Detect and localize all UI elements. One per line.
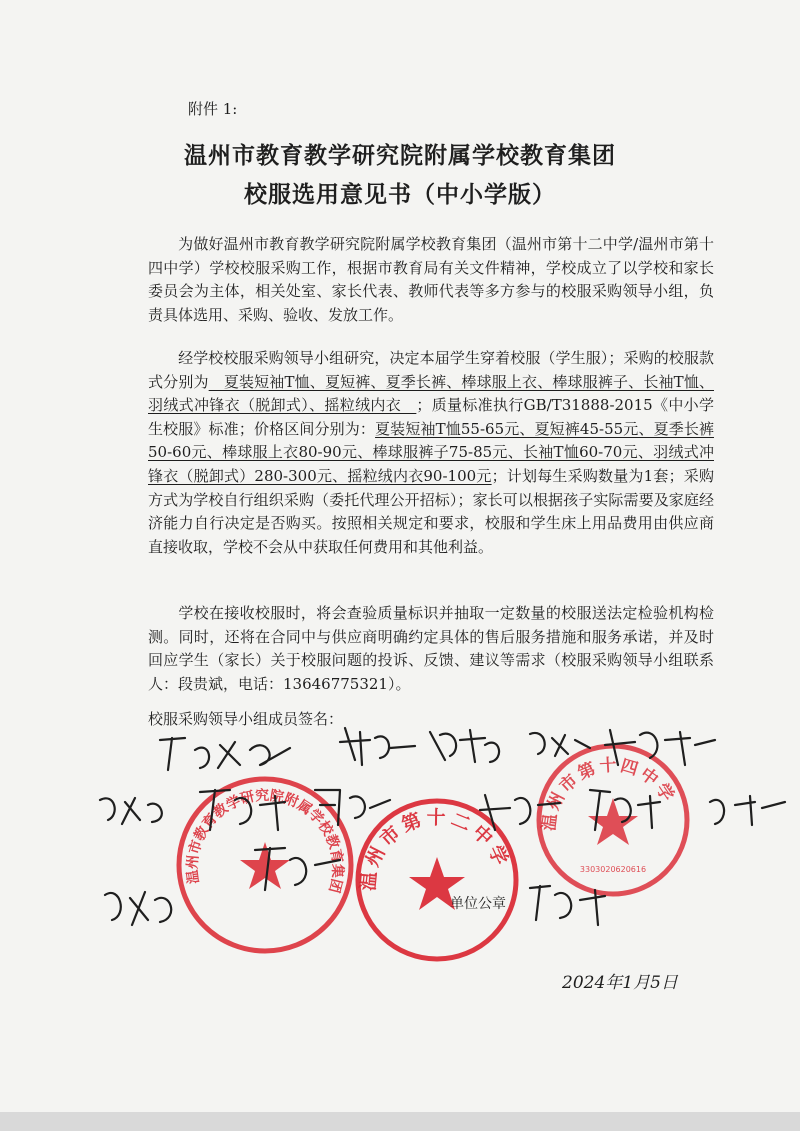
paragraph-3-text: 学校在接收校服时，将会查验质量标识并抽取一定数量的校服送法定检验机构检测。同时，还将在合同中与供应商明确约定具体的售后服务措施和服务承诺，并及时回应学生（家长）关于校服问题的投诉、反馈、建议等需求（校服采购领导小组联系人：段贵斌，电话：13646775321）。 [148, 604, 714, 693]
paragraph-2-intro: 经学校校服采购领导小组研究，决定本届学生穿着校服（学生服）；采购的校服款式分别为 [148, 349, 714, 391]
scan-shadow-bottom [0, 1112, 800, 1131]
document-title-line2: 校服选用意见书（中小学版） [244, 181, 556, 208]
paragraph-3 [148, 602, 714, 696]
uniform-styles: 夏装短袖T恤、夏短裤、夏季长裤、棒球服上衣、棒球服裤子、长袖T恤、羽绒式冲锋衣（脱卸式）、摇粒绒内衣 [148, 372, 714, 415]
annex-label: 附件 1: [188, 100, 238, 118]
svg-text:温州市教育教学研究院附属学校教育集团: 温州市教育教学研究院附属学校教育集团 [184, 787, 346, 895]
paragraph-2-standard: ；质量标准执行GB/T31888-2015《中小学生校服》标准；价格区间分别为： [148, 396, 714, 438]
paragraph-1 [148, 233, 714, 327]
paragraph-2-rest: ；计划每生采购数量为1套；采购方式为学校自行组织采购（委托代理公开招标）；家长可以根据孩子实际需要及家庭经济能力自行决定是否购买。按照相关规定和要求，校服和学生床上用品费用由供应商直接收取，学校不会从中获取任何费用和其他利益。 [148, 466, 714, 556]
signature-label: 校服采购领导小组成员签名： [148, 710, 344, 728]
price-ranges: 夏装短袖T恤55-65元、夏短裤45-55元、夏季长裤50-60元、棒球服上衣80-90元、棒球服裤子75-85元、长袖T恤60-70元、羽绒式冲锋衣（脱卸式）280-300元、摇粒绒内衣90-100元 [148, 419, 714, 485]
document-title-line1: 温州市教育教学研究院附属学校教育集团 [184, 142, 616, 169]
svg-text:温州市第十四中学: 温州市第十四中学 [539, 755, 680, 833]
svg-text:3303020620616: 3303020620616 [579, 865, 647, 874]
document-date: 2024年1月5日 [562, 973, 678, 993]
paragraph-2 [148, 347, 714, 559]
official-seal-label: 单位公章 [450, 896, 506, 912]
svg-text:温州市第十二中学: 温州市第十二中学 [357, 806, 514, 892]
paragraph-1-text: 为做好温州市教育教学研究院附属学校教育集团（温州市第十二中学/温州市第十四中学）学校校服采购工作，根据市教育局有关文件精神，学校成立了以学校和家长委员会为主体，相关处室、家长代表、教师代表等多方参与的校服采购领导小组，负责具体选用、采购、验收、发放工作。 [148, 235, 714, 324]
handwritten-signatures [90, 720, 800, 950]
